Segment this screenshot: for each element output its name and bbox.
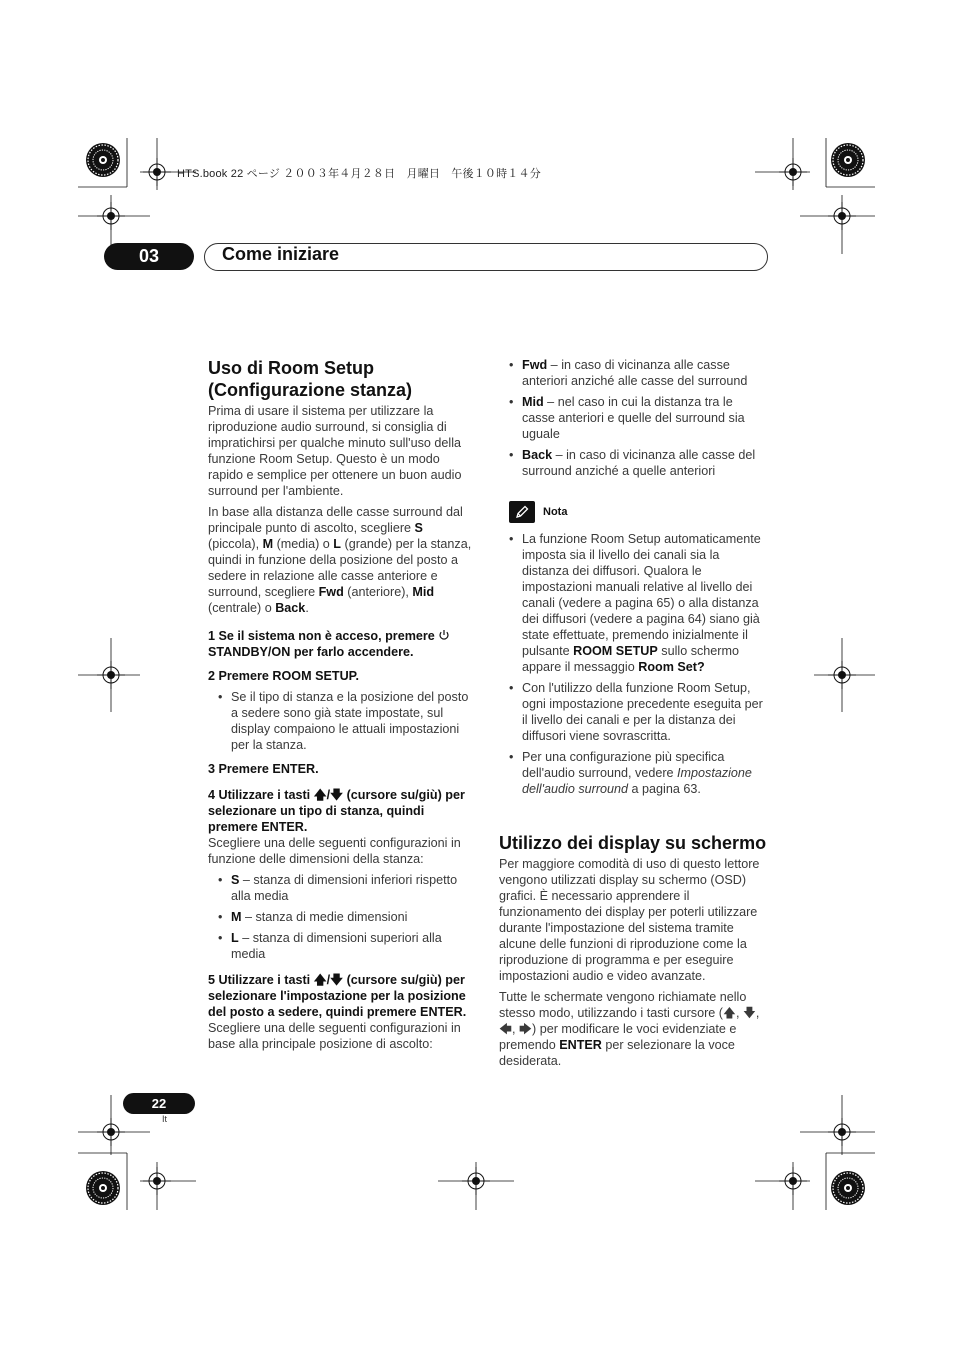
pencil-icon — [509, 501, 535, 523]
position-list — [509, 357, 767, 479]
language-code: It — [162, 1114, 168, 1124]
step-4-text: Scegliere una delle seguenti configurazioni in funzione delle dimensioni della stanza: — [208, 836, 461, 866]
note-label: Nota — [543, 506, 568, 518]
list-item: • Con l'utilizzo della funzione Room Setup, ogni impostazione precedente eseguita per il livello dei canali e per la distanza dei diffusori viene sovrascritta. — [509, 680, 767, 744]
osd-paragraph-1: Per maggiore comodità di uso di questo lettore vengono utilizzati display su schermo (OSD) grafici. È necessario apprendere il funzionamento dei display per poterli utilizzare durante l'impostazione del sistema tramite alcune delle funzioni di riproduzione come la riproduzione di programma e per eseguire impostazioni audio e video avanzate. — [499, 857, 760, 983]
list-item: • La funzione Room Setup automaticamente imposta sia il livello dei canali sia la distanza dei diffusori. Qualora le impostazioni manuali relative al livello dei canali (vedere a pagina 65) o alla distanza dei diffusori (vedere a pagina 64) siano già state effettuate, premendo inizialmente il pulsante ROOM SETUP sullo schermo appare il messaggio Room Set? — [509, 531, 767, 675]
arrow-left-icon: 🡄 — [499, 1022, 513, 1036]
section-heading-room-setup: Uso di Room Setup (Configurazione stanza) — [208, 358, 413, 400]
list-item: • Fwd – in caso di vicinanza alle casse anteriori anziché alle casse del surround — [509, 357, 767, 389]
arrow-up-icon: 🡅 — [313, 973, 327, 987]
page-number: 22 — [123, 1093, 195, 1114]
note-list — [509, 531, 767, 797]
arrow-up-icon: 🡅 — [722, 1006, 736, 1020]
list-item: • Mid – nel caso in cui la distanza tra le casse anteriori e quelle del surround sia uguale — [509, 394, 767, 442]
section-heading-osd: Utilizzo dei display su schermo — [499, 833, 767, 853]
step-5: 5 Utilizzare i tasti 🡅/🡇 (cursore su/giù) per selezionare l'impostazione per la posizione del posto a sedere, quindi premere ENTER. — [208, 973, 467, 1019]
arrow-up-icon: 🡅 — [313, 788, 327, 802]
step-3: 3 Premere ENTER. — [208, 762, 319, 776]
chapter-number: 03 — [104, 243, 194, 270]
left-column — [208, 357, 474, 1057]
arrow-down-icon: 🡇 — [330, 973, 344, 987]
file-stamp: HTS.book 22 ページ ２００３年４月２８日 月曜日 午後１０時１４分 — [177, 168, 541, 180]
chapter-title: Come iniziare — [222, 244, 340, 264]
list-item: • S – stanza di dimensioni inferiori rispetto alla media — [218, 872, 474, 904]
arrow-down-icon: 🡇 — [330, 788, 344, 802]
power-icon — [438, 629, 450, 641]
arrow-right-icon: 🡆 — [519, 1022, 533, 1036]
list-item: • Se il tipo di stanza e la posizione del posto a sedere sono già state impostate, sul display compaiono le attuali impostazioni per la stanza. — [218, 689, 474, 753]
intro-paragraph-1: Prima di usare il sistema per utilizzare la riproduzione audio surround, si consiglia di impratichirsi per qualche minuto sull'uso della funzione Room Setup. Questo è un modo rapido e semplice per ottenere un buon audio surround per l'ambiente. — [208, 404, 462, 498]
list-item: • L – stanza di dimensioni superiori alla media — [218, 930, 474, 962]
note-header — [509, 501, 767, 523]
right-column — [509, 357, 767, 802]
intro-paragraph-2: In base alla distanza delle casse surround dal principale punto di ascolto, scegliere S (piccola), M (media) o L (grande) per la stanza, quindi in funzione della posizione del posto a sedere in relazione alle casse anteriore e surround, scegliere Fwd (anteriore), Mid (centrale) o Back. — [208, 505, 472, 615]
step-2: 2 Premere ROOM SETUP. — [208, 669, 359, 683]
step-2-bullets — [208, 689, 474, 753]
osd-paragraph-2: Tutte le schermate vengono richiamate nello stesso modo, utilizzando i tasti cursore (🡅, 🡇, 🡄, 🡆) per modificare le voci evidenziate e premendo ENTER per selezionare la voce desiderata. — [499, 990, 760, 1068]
arrow-down-icon: 🡇 — [742, 1006, 756, 1020]
step-4: 4 Utilizzare i tasti 🡅/🡇 (cursore su/giù) per selezionare un tipo di stanza, quindi premere ENTER. — [208, 788, 465, 834]
step-5-text: Scegliere una delle seguenti configurazioni in base alla principale posizione di ascolto: — [208, 1021, 461, 1051]
room-size-list — [208, 872, 474, 962]
list-item: • Back – in caso di vicinanza alle casse del surround anziché a quelle anteriori — [509, 447, 767, 479]
list-item: • Per una configurazione più specifica dell'audio surround, vedere Impostazione dell'audio surround a pagina 63. — [509, 749, 767, 797]
list-item: • M – stanza di medie dimensioni — [218, 909, 474, 925]
step-1: 1 Se il sistema non è acceso, premere STANDBY/ON per farlo accendere. — [208, 628, 474, 660]
osd-section — [499, 832, 767, 1074]
